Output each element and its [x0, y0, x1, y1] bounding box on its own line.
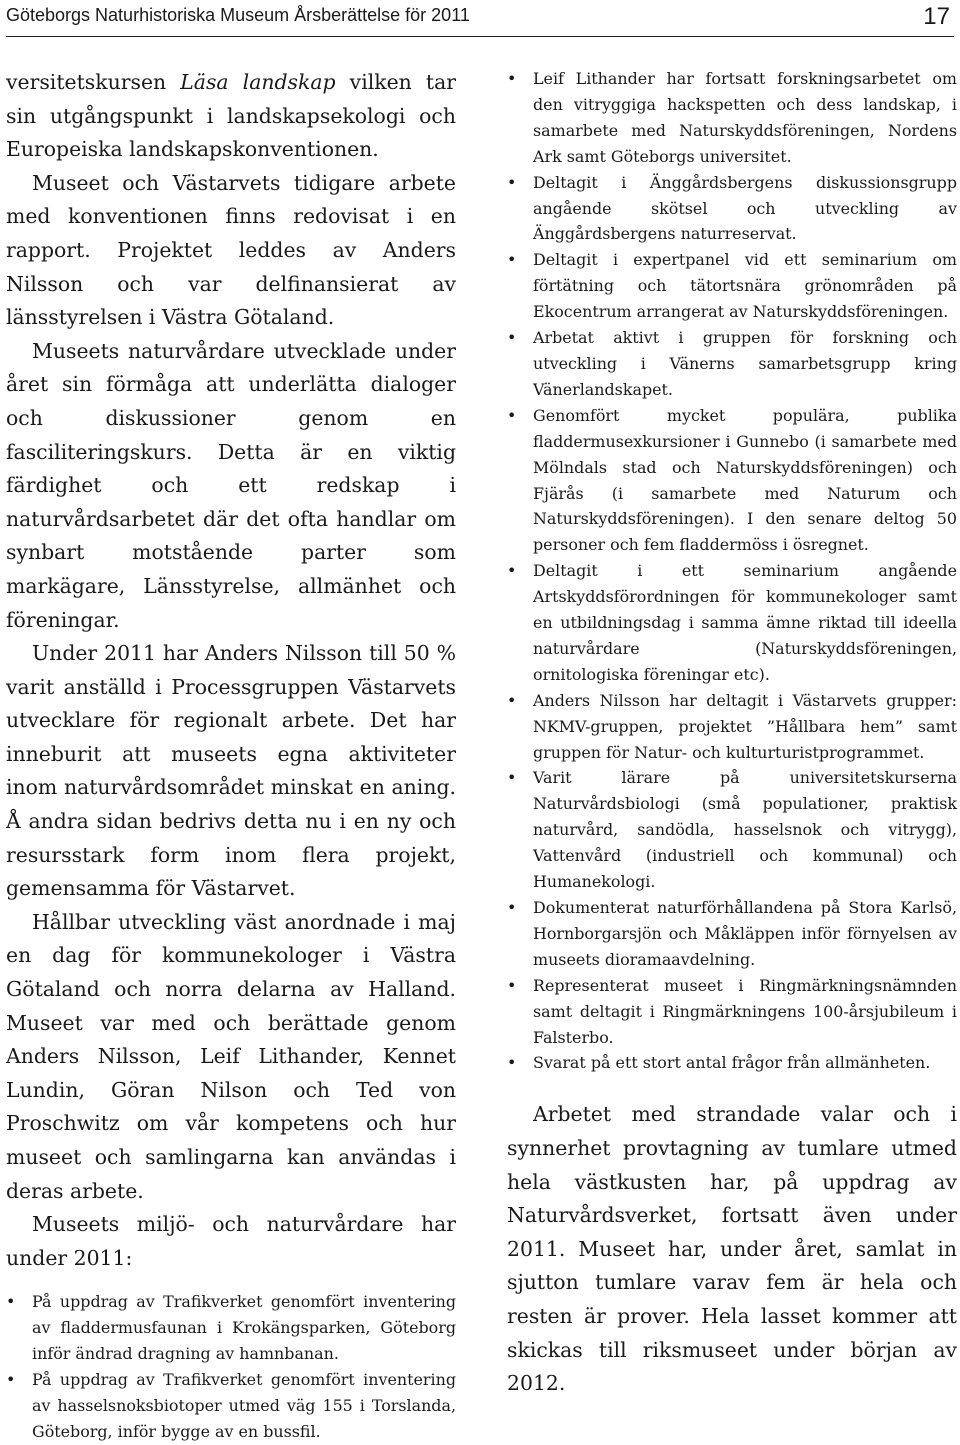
list-item — [507, 558, 957, 688]
list-item-text: Svarat på ett stort antal frågor från allmänheten. — [533, 1053, 931, 1073]
list-item — [507, 973, 957, 1051]
bullet-list — [6, 1289, 456, 1444]
list-item — [507, 170, 957, 248]
paragraph: Museet och Västarvets tidigare arbete med konventionen finns redovisat i en rapport. Projektet leddes av Anders Nilsson och var delfinansierat av länsstyrelsen i Västra Götaland. — [6, 170, 456, 330]
list-item — [507, 1050, 957, 1076]
list-item — [6, 1289, 456, 1367]
left-column — [6, 66, 456, 1445]
bullet-icon: • — [507, 69, 517, 88]
bullet-icon: • — [507, 690, 517, 710]
list-item — [507, 66, 957, 170]
paragraph: Under 2011 har Anders Nilsson till 50 % varit anställd i Processgruppen Västarvets utvecklare för regionalt arbete. Det har inneburit att museets egna aktiviteter inom naturvårdsområdet minskat en aning. Å andra sidan bedrivs detta nu i en ny och resursstark form inom flera projekt, gemensamma för Västarvet. — [6, 641, 456, 901]
list-item-text: På uppdrag av Trafikverket genomfört inventering av hasselsnoksbiotoper utmed väg 155 i Torslanda, Göteborg, inför bygge av en bussfil. — [32, 1370, 456, 1441]
page-header — [6, 0, 954, 37]
list-item — [6, 1367, 456, 1445]
list-item-text: Deltagit i expertpanel vid ett seminarium om förtätning och tätortsnära grönområden på Ekocentrum arrangerat av Naturskyddsföreningen. — [533, 250, 957, 322]
bullet-icon: • — [507, 328, 517, 348]
list-item-text: Genomfört mycket populära, publika fladdermusexkursioner i Gunnebo (i samarbete med Mölndals stad och Naturskyddsföreningen) och Fjärås (i samarbete med Naturum och Naturskyddsföreningen). I den senare deltog 50 personer och fem fladdermöss i ösregnet. — [533, 405, 957, 555]
bullet-icon: • — [507, 561, 517, 581]
list-item-text: Anders Nilsson har deltagit i Västarvets grupper: NKMV-gruppen, projektet ”Hållbara hem” samt gruppen för Natur- och kulturturistprogrammet. — [533, 690, 957, 762]
list-item-text: Representerat museet i Ringmärkningsnämnden samt deltagit i Ringmärkningens 100-årsjubileum i Falsterbo. — [533, 975, 957, 1047]
list-item-text: Deltagit i ett seminarium angående Artskyddsförordningen för kommunekologer samt en utbildningsdag i samma ämne riktad till ideella naturvårdare (Naturskyddsföreningen, ornitologiska föreningar etc). — [533, 561, 957, 684]
bullet-icon: • — [507, 898, 517, 917]
bullet-icon: • — [507, 975, 517, 995]
list-item-text: Varit lärare på universitetskurserna Naturvårdsbiologi (små populationer, praktisk naturvård, sandödla, hasselsnok och vitrygg), Vattenvård (industriell och kommunal) och Humanekologi. — [533, 768, 957, 892]
paragraph: Arbetet med strandade valar och i synnerhet provtagning av tumlare utmed hela västkusten har, på uppdrag av Naturvårdsverket, fortsatt även under 2011. Museet har, under året, samlat in sjutton tumlare varav fem är hela och resten är prover. Hela lasset kommer att skickas till riksmuseet under början av 2012. — [507, 1102, 957, 1396]
right-column — [507, 66, 957, 1401]
list-item-text: Dokumenterat naturförhållandena på Stora Karlsö, Hornborgarsjön och Måkläppen inför förnyelsen av museets dioramaavdelning. — [533, 898, 957, 969]
header-title: Göteborgs Naturhistoriska Museum Årsberättelse för 2011 — [6, 5, 470, 25]
paragraph: Museets naturvårdare utvecklade under året sin förmåga att underlätta dialoger och diskussioner genom en fasciliteringskurs. Detta är en viktig färdighet och ett redskap i naturvårdsarbetet där det ofta handlar om synbart motstående parter som markägare, Länsstyrelse, allmänhet och föreningar. — [6, 338, 456, 632]
course-title: Läsa landskap — [180, 70, 336, 94]
list-item — [507, 403, 957, 558]
bullet-list — [507, 66, 957, 1076]
list-item-text: Deltagit i Änggårdsbergens diskussionsgrupp angående skötsel och utveckling av Änggårdsbergens naturreservat. — [533, 172, 957, 244]
bullet-icon: • — [507, 405, 517, 425]
page-number: 17 — [923, 3, 950, 30]
bullet-icon: • — [6, 1292, 16, 1312]
list-item — [507, 325, 957, 403]
list-item — [507, 247, 957, 325]
paragraph-text: versitetskursen — [6, 70, 181, 94]
list-item-text: Leif Lithander har fortsatt forskningsarbetet om den vitryggiga hackspetten och dess landskap, i samarbete med Naturskyddsföreningen, Nordens Ark samt Göteborgs universitet. — [533, 69, 957, 166]
list-item-text: På uppdrag av Trafikverket genomfört inventering av fladdermusfaunan i Krokängsparken, Göteborg inför ändrad dragning av hamnbanan. — [32, 1292, 456, 1364]
paragraph-text: vilken tar sin utgångspunkt i landskapsekologi och Europeiska landskapskonventionen. — [6, 70, 456, 162]
bullet-icon: • — [507, 172, 517, 192]
bullet-icon: • — [6, 1370, 16, 1390]
list-item — [507, 688, 957, 766]
bullet-icon: • — [507, 1053, 517, 1073]
bullet-icon: • — [507, 768, 517, 788]
list-item — [507, 895, 957, 973]
paragraph: Museets miljö- och naturvårdare har under 2011: — [6, 1212, 456, 1270]
bullet-icon: • — [507, 250, 517, 270]
paragraph: Hållbar utveckling väst anordnade i maj en dag för kommunekologer i Västra Götaland och norra delarna av Halland. Museet var med och berättade genom Anders Nilsson, Leif Lithander, Kennet Lundin, Göran Nilson och Ted von Proschwitz om vår kompetens och hur museet och samlingarna kan användas i deras arbete. — [6, 909, 456, 1203]
list-item — [507, 765, 957, 895]
list-item-text: Arbetat aktivt i gruppen för forskning och utveckling i Vänerns samarbetsgrupp kring Vänerlandskapet. — [533, 328, 957, 399]
paragraph — [6, 66, 456, 167]
